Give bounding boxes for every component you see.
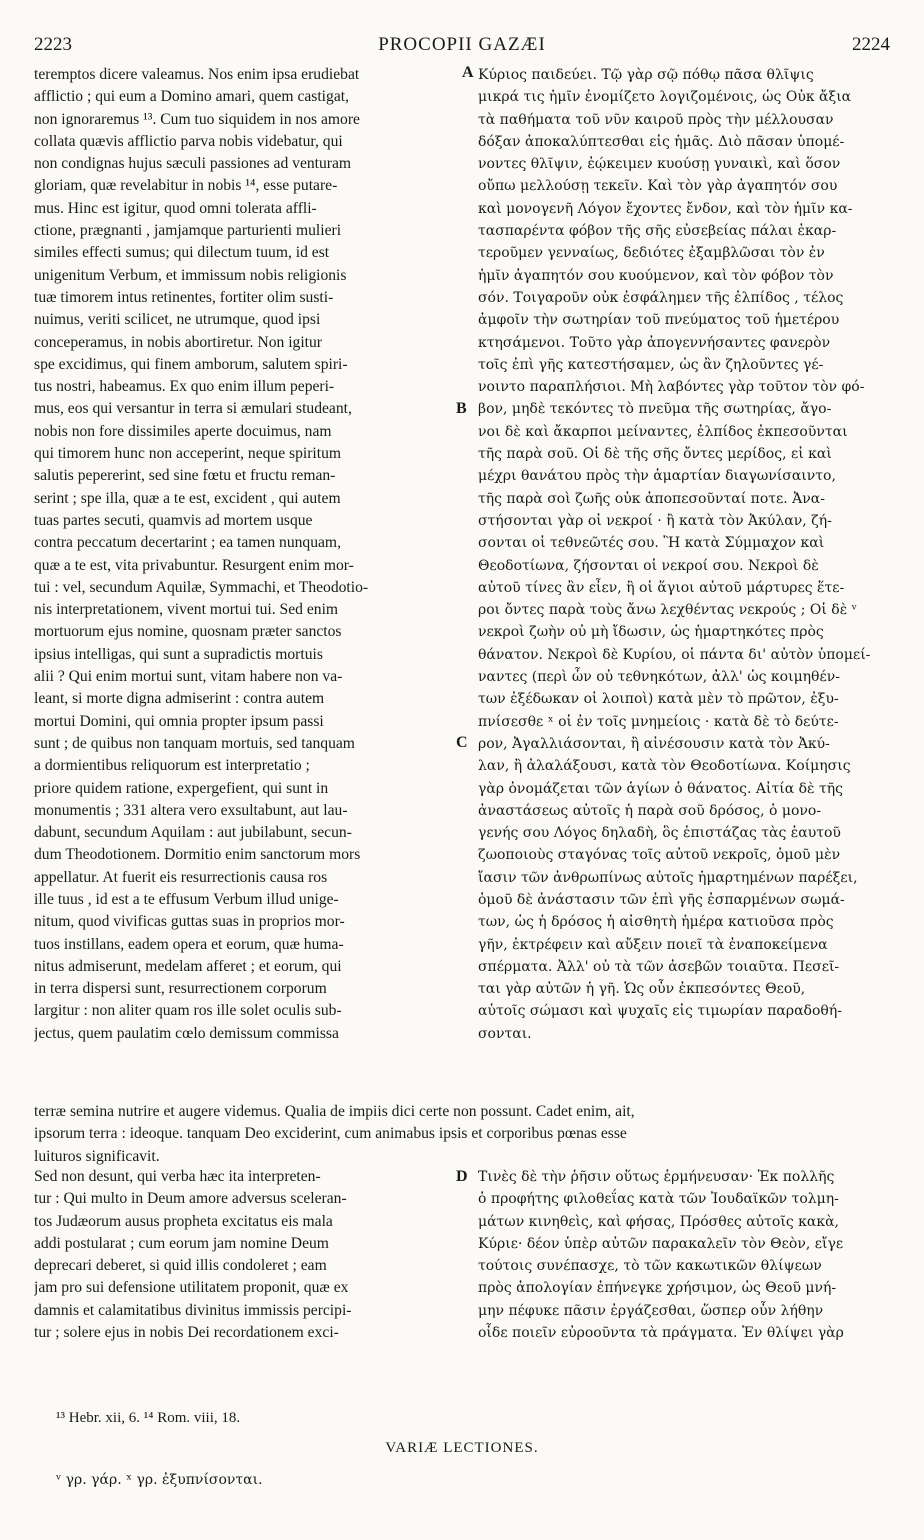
text-line: τοῖς ἐπὶ γῆς κατεστήσαμεν, ὡς ἂν ζηλοῦντες γέ- xyxy=(478,356,824,373)
text-line: μέχρι θανάτου πρὸς τὴν ἁμαρτίαν διαγωνίσαιντο, xyxy=(478,468,836,485)
text-line: mortuorum ejus nomine, quosnam præter sanctos xyxy=(34,623,342,641)
text-line: quæ a te est, vita privabuntur. Resurgent enim mor- xyxy=(34,556,354,574)
text-line: in terra dispersi sunt, resurrectionem corporum xyxy=(34,980,327,998)
section-letter-a: A xyxy=(462,64,474,81)
text-line: λαν, ἢ ἀλαλάξουσι, κατὰ τὸν Θεοδοτίωνα. Κοίμησις xyxy=(478,758,851,775)
text-line: dabunt, secundum Aquilam : aut jubilabunt, secun- xyxy=(34,824,352,842)
text-line: ροι ὄντες παρὰ τοὺς ἄνω λεχθέντας νεκρούς ; Οἱ δὲ ᵛ xyxy=(478,602,857,619)
text-line: tus nostri, habeamus. Ex quo enim illum peperi- xyxy=(34,378,335,396)
text-line: ὁ προφήτης φιλοθεΐας κατὰ τῶν Ἰουδαϊκῶν τολμη- xyxy=(478,1191,839,1208)
text-line: ctione, prægnanti , jamjamque parturienti mulieri xyxy=(34,222,342,240)
text-line: ρον, Ἀγαλλιάσονται, ἢ αἰνέσουσιν κατὰ τὸν Ἀκύ- xyxy=(478,735,830,752)
text-line: αὐτοῦ τίνες ἂν εἶεν, ἢ οἱ ἅγιοι αὐτοῦ μάρτυρες ἕτε- xyxy=(478,579,845,596)
text-line: ναντες (περὶ ὧν οὐ τεθνηκότων, ἀλλ' ὡς κοιμηθέν- xyxy=(478,669,840,686)
text-line: teremptos dicere valeamus. Nos enim ipsa erudiebat xyxy=(34,66,360,83)
text-line: mus, eos qui versantur in terra si æmulari studeant, xyxy=(34,400,352,418)
section-letter-b: B xyxy=(456,400,467,417)
text-line: βον, μηδὲ τεκόντες τὸ πνεῦμα τῆς σωτηρίας, ἄγο- xyxy=(478,401,832,418)
text-line: luituros significavit. xyxy=(34,1147,160,1165)
text-line: jectus, quem paulatim cœlo demissum commissa xyxy=(34,1024,339,1042)
latin-column-lower xyxy=(34,1166,460,1344)
text-line: ται γὰρ αὐτῶν ἡ γῆ. Ὡς οὖν ἐκπεσόντες Θεοῦ, xyxy=(478,981,806,998)
text-line: Τινὲς δὲ τὴν ῥῆσιν οὕτως ἑρμήνευσαν· Ἐκ πολλῆς xyxy=(478,1169,835,1185)
text-line: ἀμφοῖν τὴν σωτηρίαν τοῦ πνεύματος τοῦ ἡμετέρου xyxy=(478,312,840,329)
text-line: tur : Qui multo in Deum amore adversus sceleran- xyxy=(34,1190,347,1208)
latin-column xyxy=(34,64,460,1045)
text-line: νεκροὶ ζωὴν οὐ μὴ ἴδωσιν, ὡς ἡμαρτηκότες πρὸς xyxy=(478,624,824,641)
text-line: ille tuus , id est a te effusum Verbum illud unige- xyxy=(34,890,339,908)
text-line: ἴασιν τῶν ἀνθρωπίνως αὐτοῖς ἡμαρτημένων παρέξει, xyxy=(478,869,858,886)
text-line: alii ? Qui enim mortui sunt, vitam habere non va- xyxy=(34,668,343,686)
text-line: μην πέφυκε πᾶσιν ἐργάζεσθαι, ὥσπερ οὖν λήθην xyxy=(478,1302,824,1319)
text-line: nuimus, veriti scilicet, ne utrumque, quod ipsi xyxy=(34,311,321,329)
text-line: mus. Hinc est igitur, quod omni tolerata affli- xyxy=(34,199,317,217)
text-line: ipsorum terra : ideoque. tanquam Deo exciderint, cum animabus ipsis et corporibus pœnas esse xyxy=(34,1125,627,1143)
text-line: πρὸς ἀπολογίαν ἐπήνεγκε χρήσιμον, ὡς Θεοῦ μνή- xyxy=(478,1280,837,1297)
text-line: gloriam, quæ revelabitur in nobis ¹⁴, esse putare- xyxy=(34,177,338,195)
running-title: PROCOPII GAZÆI xyxy=(378,34,546,55)
text-line: serint ; spe illa, quæ a te est, excident , qui autem xyxy=(34,489,341,507)
text-line: tuos instillans, eadem opera et eorum, quæ huma- xyxy=(34,935,344,953)
text-line: deprecari deberet, si quid illis condoleret ; eam xyxy=(34,1257,327,1275)
greek-column-lower xyxy=(478,1166,892,1344)
text-line: γὰρ ὀνομάζεται τῶν ἁγίων ὁ θάνατος. Αἰτία δὲ τῆς xyxy=(478,780,843,797)
text-line: τὰ παθήματα τοῦ νῦν καιροῦ πρὸς τὴν μέλλουσαν xyxy=(478,111,834,128)
text-line: tur ; solere ejus in nobis Dei recordationem exci- xyxy=(34,1324,339,1342)
text-line: appellatur. At fuerit eis resurrectionis causa ros xyxy=(34,868,328,886)
text-line: Θεοδοτίωνα, ζήσονται οἱ νεκροί σου. Νεκροὶ δὲ xyxy=(478,557,819,574)
text-line: tuæ timorem intus retinentes, fortiter olim susti- xyxy=(34,288,334,306)
greek-column xyxy=(478,64,892,1045)
text-line: leant, si morte digna admiserint : contra autem xyxy=(34,690,325,708)
text-line: τούτοις συνέπασχε, τὸ τῶν κακωτικῶν θλίψεων xyxy=(478,1258,822,1275)
text-line: γενής σου Λόγος δηλαδὴ, ὃς ἐπιστάζας τὰς ἑαυτοῦ xyxy=(478,825,841,842)
section-letter-c: C xyxy=(456,734,468,751)
text-line: τῆς παρὰ σοῦ. Οἱ δὲ τῆς σῆς ὄντες μερίδος, εἰ καὶ xyxy=(478,446,832,463)
text-line: non condignas hujus sæculi passiones ad venturam xyxy=(34,155,352,173)
text-line: νοι δὲ καὶ ἄκαρποι μείναντες, ἐλπίδος ἐκπεσοῦνται xyxy=(478,423,848,440)
text-line: priore quidem ratione, expergefient, qui sunt in xyxy=(34,779,329,797)
text-line: non ignoraremus ¹³. Cum tuo siquidem in nos amore xyxy=(34,110,360,128)
text-line: collata quævis afflictio parva nobis videbatur, qui xyxy=(34,132,343,150)
text-line: ὁμοῦ δὲ ἀνάστασιν τῶν ἐπὶ γῆς ἐσπαρμένων σωμά- xyxy=(478,891,845,908)
text-line: σπέρματα. Ἀλλ' οὐ τὰ τῶν ἀσεβῶν τοιαῦτα. Πεσεῖ- xyxy=(478,958,840,975)
text-line: σονται. xyxy=(478,1025,532,1042)
text-line: πνίσεσθε ˣ οἱ ἐν τοῖς μνημείοις · κατὰ δὲ τὸ δεύτε- xyxy=(478,713,839,730)
text-line: οἶδε ποιεῖν εὐροοῦντα τὰ πράγματα. Ἐν θλίψει γὰρ xyxy=(478,1325,844,1342)
text-line: a dormientibus reliquorum est interpretatio ; xyxy=(34,757,310,775)
full-width-text xyxy=(34,1101,892,1168)
text-line: Κύριε· δέον ὑπὲρ αὐτῶν παρακαλεῖν τὸν Θεὸν, εἴγε xyxy=(478,1235,844,1252)
text-line: μάτων κινηθεὶς, καὶ φήσας, Πρόσθες αὐτοῖς κακὰ, xyxy=(478,1213,839,1230)
text-line: terræ semina nutrire et augere videmus. Qualia de impiis dici certe non possunt. Cadet enim, ait, xyxy=(34,1103,635,1120)
page-number-left: 2223 xyxy=(34,34,72,55)
variae-lectiones: ᵛ γρ. γάρ. ˣ γρ. ἐξυπνίσονται. xyxy=(56,1472,263,1488)
text-line: θάνατον. Νεκροὶ δὲ Κυρίου, οἱ πάντα δι' αὐτὸν ὑπομεί- xyxy=(478,646,871,663)
text-line: καὶ μονογενῆ Λόγον ἔχοντες ἔνδον, καὶ τὸν ἡμῖν κα- xyxy=(478,200,853,217)
text-line: τασπαρέντα φόβον τῆς σῆς εὐσεβείας πάλαι ἐκαρ- xyxy=(478,223,837,240)
text-line: ἡμῖν ἀγαπητόν σου κυούμενον, καὶ τὸν φόβον τὸν xyxy=(478,267,834,284)
text-line: μικρά τις ἡμῖν ἐνομίζετο λογιζομένοις, ὡς Οὐκ ἄξια xyxy=(478,89,852,106)
text-line: νοντες θλῖψιν, ἐῴκειμεν κυούσῃ γυναικὶ, καὶ ὅσον xyxy=(478,156,841,173)
text-line: nis interpretationem, vivent mortui tui. Sed enim xyxy=(34,601,339,619)
text-line: Κύριος παιδεύει. Τῷ γὰρ σῷ πόθῳ πᾶσα θλῖψις xyxy=(478,67,814,83)
text-line: tos Judæorum ausus propheta excitatus eis mala xyxy=(34,1212,333,1230)
text-line: unigenitum Verbum, et immissum nobis religionis xyxy=(34,266,347,284)
text-line: ζωοποιοὺς σταγόνας τοῖς αὐτοῦ νεκροῖς, ὁμοῦ μὲν xyxy=(478,847,841,864)
text-line: Sed non desunt, qui verba hæc ita interpreten- xyxy=(34,1168,321,1185)
text-line: κτησάμενοι. Τοῦτο γὰρ ἀπογεννήσαντες φανερὸν xyxy=(478,334,831,351)
text-line: δόξαν ἀποκαλύπτεσθαι εἰς ἡμᾶς. Διὸ πᾶσαν ὑπομέ- xyxy=(478,133,845,150)
text-line: qui timorem hunc non acceperint, neque spiritum xyxy=(34,445,342,463)
text-line: jam pro sui defensione utilitatem proponit, quæ ex xyxy=(34,1279,349,1297)
text-line: νοιντο παραπλήσιοι. Μὴ λαβόντες γὰρ τοῦτον τὸν φό- xyxy=(478,379,865,396)
text-line: ipsius intelligas, qui sunt a supradictis mortuis xyxy=(34,645,323,663)
text-line: mortui Domini, qui omnia propter ipsum passi xyxy=(34,712,324,730)
text-line: nitus admiserunt, medelam afferet ; et eorum, qui xyxy=(34,957,342,975)
text-line: αὐτοῖς σώμασι καὶ ψυχαῖς εἰς τιμωρίαν παραδοθή- xyxy=(478,1003,842,1020)
text-line: damnis et calamitatibus divinitus immissis percipi- xyxy=(34,1301,352,1319)
text-line: monumentis ; 331 altera vero exsultabunt, aut lau- xyxy=(34,801,348,819)
text-line: spe excidimus, qui finem amborum, salutem spiri- xyxy=(34,355,348,373)
text-line: στήσονται γὰρ οἱ νεκροί · ἢ κατὰ τὸν Ἀκύλαν, ζή- xyxy=(478,512,832,529)
text-line: largitur : non aliter quam ros ille solet oculis sub- xyxy=(34,1002,342,1020)
text-line: addi postularat ; cum eorum jam nomine Deum xyxy=(34,1234,329,1252)
text-line: τῆς παρὰ σοὶ ζωῆς οὐκ ἀποπεσοῦνταί ποτε. Ἀνα- xyxy=(478,490,825,507)
text-line: γῆν, ἐκτρέφειν καὶ αὔξειν ποιεῖ τὰ ἐναποκείμενα xyxy=(478,936,828,953)
text-line: afflictio ; qui eum a Domino amari, quem castigat, xyxy=(34,88,349,106)
text-line: των, ὡς ἡ δρόσος ἡ αἰσθητὴ ἡμέρα κατιοῦσα πρὸς xyxy=(478,914,834,931)
text-line: τεροῦμεν γενναίως, δεδιότες ἐξαμβλῶσαι τὸν ἐν xyxy=(478,245,825,262)
text-line: σονται οἱ τεθνεῶτές σου. Ἢ κατὰ Σύμμαχον καὶ xyxy=(478,535,825,552)
text-line: tuas partes secuti, quamvis ad mortem usque xyxy=(34,511,313,529)
section-letter-d: D xyxy=(456,1168,468,1185)
text-line: οὔπω μελλούσῃ τεκεῖν. Καὶ τὸν γὰρ ἀγαπητόν σου xyxy=(478,178,838,195)
text-line: ἀναστάσεως αὐτοῖς ἡ παρὰ σοῦ δρόσος, ὁ μονο- xyxy=(478,802,822,819)
text-line: conceperamus, in nobis abortiretur. Non igitur xyxy=(34,333,322,351)
running-header xyxy=(34,34,890,60)
text-line: dum Theodotionem. Dormitio enim sanctorum mors xyxy=(34,846,361,864)
text-line: sunt ; de quibus non tanquam mortuis, sed tanquam xyxy=(34,734,355,752)
text-line: nobis non fore dissimiles aperte docuimus, nam xyxy=(34,422,332,440)
text-line: tui : vel, secundum Aquilæ, Symmachi, et Theodotio- xyxy=(34,578,369,596)
text-line: nitum, quod vivificas guttas suas in proprios mor- xyxy=(34,913,345,931)
text-line: contra peccatum decertarint ; ea tamen nunquam, xyxy=(34,534,341,552)
text-line: similes effecti sumus; qui dilectum tuum, id est xyxy=(34,244,330,262)
footnotes: ¹³ Hebr. xii, 6. ¹⁴ Rom. viii, 18. xyxy=(56,1410,241,1426)
text-line: salutis pepererint, sed sine fœtu et fructu reman- xyxy=(34,467,336,485)
page-number-right: 2224 xyxy=(852,34,890,55)
text-line: σόν. Τοιγαροῦν οὐκ ἐσφάλημεν τῆς ἐλπίδος , τέλος xyxy=(478,289,844,306)
variae-lectiones-title: VARIÆ LECTIONES. xyxy=(385,1440,539,1456)
text-line: των ἐξέδωκαν οἱ λοιποὶ) κατὰ μὲν τὸ πρῶτον, ἐξυ- xyxy=(478,691,839,708)
